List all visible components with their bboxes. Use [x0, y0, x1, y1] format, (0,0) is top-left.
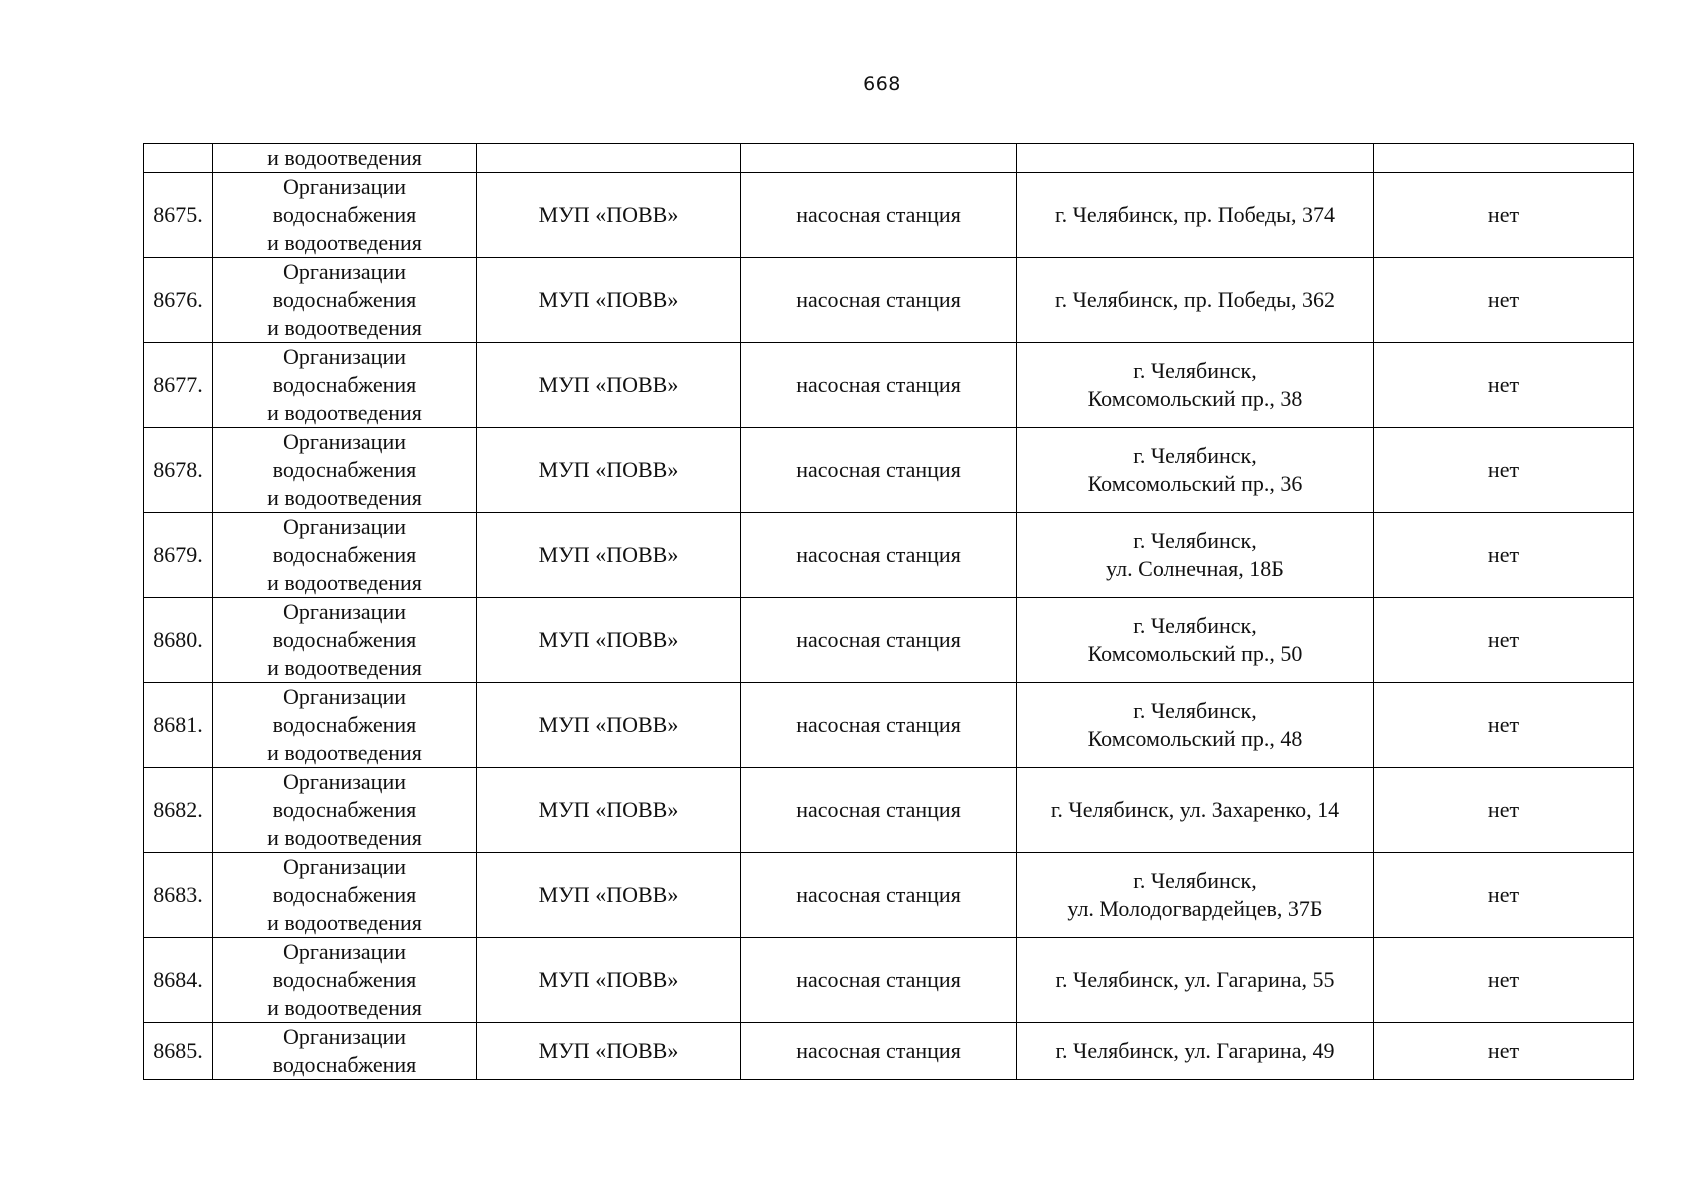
- cell-address: [1017, 853, 1374, 938]
- table-row: [144, 768, 1634, 853]
- org-type-line: водоснабжения: [272, 627, 417, 652]
- org-name: МУП «ПОВВ»: [538, 712, 679, 737]
- cell-object: [741, 144, 1017, 173]
- address-line: г. Челябинск, пр. Победы, 362: [1055, 287, 1335, 312]
- flag-value: нет: [1487, 882, 1520, 907]
- cell-org-type: [213, 683, 477, 768]
- org-name: МУП «ПОВВ»: [538, 287, 679, 312]
- table-row: [144, 1023, 1634, 1080]
- org-type-line: Организации: [283, 854, 406, 879]
- org-name: МУП «ПОВВ»: [538, 882, 679, 907]
- table-row: [144, 343, 1634, 428]
- row-number: 8681.: [153, 712, 203, 737]
- address-line: г. Челябинск,: [1133, 613, 1257, 638]
- flag-value: нет: [1487, 457, 1520, 482]
- cell-object: [741, 683, 1017, 768]
- table-row: [144, 853, 1634, 938]
- org-type-line: и водоотведения: [267, 910, 422, 935]
- object-type: насосная станция: [796, 797, 961, 822]
- cell-org-type: [213, 144, 477, 173]
- cell-object: [741, 258, 1017, 343]
- flag-value: нет: [1487, 967, 1520, 992]
- cell-object: [741, 768, 1017, 853]
- cell-number: [144, 513, 213, 598]
- flag-value: нет: [1487, 372, 1520, 397]
- table-row: [144, 683, 1634, 768]
- flag-value: нет: [1487, 287, 1520, 312]
- cell-flag: [1374, 683, 1634, 768]
- cell-number: [144, 428, 213, 513]
- org-type-line: водоснабжения: [272, 797, 417, 822]
- object-type: насосная станция: [796, 1038, 961, 1063]
- row-number: 8677.: [153, 372, 203, 397]
- address-line: г. Челябинск, ул. Захаренко, 14: [1050, 797, 1340, 822]
- cell-number: [144, 938, 213, 1023]
- row-number: 8679.: [153, 542, 203, 567]
- object-type: насосная станция: [796, 542, 961, 567]
- org-type-line: Организации: [283, 769, 406, 794]
- table-row: [144, 938, 1634, 1023]
- cell-org-name: [477, 428, 741, 513]
- cell-number: [144, 683, 213, 768]
- address-line: ул. Солнечная, 18Б: [1106, 556, 1284, 581]
- table-row: [144, 173, 1634, 258]
- cell-address: [1017, 428, 1374, 513]
- address-line: Комсомольский пр., 48: [1087, 726, 1303, 751]
- cell-flag: [1374, 598, 1634, 683]
- cell-flag: [1374, 428, 1634, 513]
- address-line: Комсомольский пр., 50: [1087, 641, 1303, 666]
- org-type-line: и водоотведения: [267, 995, 422, 1020]
- cell-object: [741, 173, 1017, 258]
- cell-address: [1017, 598, 1374, 683]
- org-type-line: водоснабжения: [272, 457, 417, 482]
- address-line: ул. Молодогвардейцев, 37Б: [1067, 896, 1323, 921]
- row-number: 8684.: [153, 967, 203, 992]
- cell-address: [1017, 173, 1374, 258]
- org-type-line: Организации: [283, 344, 406, 369]
- org-type-line: водоснабжения: [272, 287, 417, 312]
- org-type-line: Организации: [283, 514, 406, 539]
- org-type-line: водоснабжения: [272, 712, 417, 737]
- org-type-line: водоснабжения: [272, 202, 417, 227]
- cell-object: [741, 513, 1017, 598]
- cell-org-name: [477, 1023, 741, 1080]
- org-type-line: Организации: [283, 1024, 406, 1049]
- cell-address: [1017, 683, 1374, 768]
- object-type: насосная станция: [796, 967, 961, 992]
- cell-flag: [1374, 938, 1634, 1023]
- cell-number: [144, 853, 213, 938]
- row-number: 8683.: [153, 882, 203, 907]
- cell-org-type: [213, 1023, 477, 1080]
- address-line: г. Челябинск,: [1133, 528, 1257, 553]
- cell-org-name: [477, 258, 741, 343]
- cell-org-name: [477, 683, 741, 768]
- org-type-line: Организации: [283, 939, 406, 964]
- org-type-line: и водоотведения: [267, 315, 422, 340]
- cell-address: [1017, 768, 1374, 853]
- table-row: [144, 258, 1634, 343]
- cell-flag: [1374, 768, 1634, 853]
- row-number: 8675.: [153, 202, 203, 227]
- org-name: МУП «ПОВВ»: [538, 967, 679, 992]
- org-type-line: Организации: [283, 599, 406, 624]
- org-name: МУП «ПОВВ»: [538, 372, 679, 397]
- org-type-line: и водоотведения: [267, 485, 422, 510]
- cell-org-name: [477, 768, 741, 853]
- flag-value: нет: [1487, 542, 1520, 567]
- org-type-line: Организации: [283, 174, 406, 199]
- cell-object: [741, 428, 1017, 513]
- org-type-line: Организации: [283, 259, 406, 284]
- cell-org-type: [213, 513, 477, 598]
- org-type-line: Организации: [283, 429, 406, 454]
- object-type: насосная станция: [796, 287, 961, 312]
- cell-address: [1017, 938, 1374, 1023]
- address-line: г. Челябинск,: [1133, 698, 1257, 723]
- cell-org-name: [477, 144, 741, 173]
- cell-org-type: [213, 428, 477, 513]
- cell-flag: [1374, 853, 1634, 938]
- cell-address: [1017, 258, 1374, 343]
- org-name: МУП «ПОВВ»: [538, 797, 679, 822]
- cell-number: [144, 258, 213, 343]
- cell-number: [144, 598, 213, 683]
- cell-address: [1017, 513, 1374, 598]
- address-line: г. Челябинск,: [1133, 358, 1257, 383]
- address-line: Комсомольский пр., 38: [1087, 386, 1303, 411]
- table-row: [144, 513, 1634, 598]
- cell-flag: [1374, 258, 1634, 343]
- cell-org-type: [213, 173, 477, 258]
- org-type-line: водоснабжения: [272, 542, 417, 567]
- cell-org-name: [477, 513, 741, 598]
- object-type: насосная станция: [796, 882, 961, 907]
- row-number: 8678.: [153, 457, 203, 482]
- org-type-line: и водоотведения: [267, 740, 422, 765]
- object-type: насосная станция: [796, 202, 961, 227]
- cell-object: [741, 598, 1017, 683]
- object-type: насосная станция: [796, 712, 961, 737]
- cell-flag: [1374, 343, 1634, 428]
- org-type-line: водоснабжения: [272, 967, 417, 992]
- address-line: г. Челябинск,: [1133, 443, 1257, 468]
- flag-value: нет: [1487, 1038, 1520, 1063]
- org-type-tail: и водоотведения: [267, 145, 422, 170]
- cell-number: [144, 768, 213, 853]
- row-number: 8685.: [153, 1038, 203, 1063]
- cell-org-type: [213, 768, 477, 853]
- cell-object: [741, 343, 1017, 428]
- page-number: 668: [863, 73, 901, 95]
- cell-object: [741, 853, 1017, 938]
- org-name: МУП «ПОВВ»: [538, 627, 679, 652]
- table-row: [144, 428, 1634, 513]
- object-type: насосная станция: [796, 372, 961, 397]
- org-name: МУП «ПОВВ»: [538, 457, 679, 482]
- object-type: насосная станция: [796, 627, 961, 652]
- address-line: г. Челябинск, ул. Гагарина, 49: [1055, 1038, 1335, 1063]
- cell-number: [144, 144, 213, 173]
- row-number: 8676.: [153, 287, 203, 312]
- table-row: [144, 598, 1634, 683]
- continuation-row: [144, 144, 1634, 173]
- org-name: МУП «ПОВВ»: [538, 1038, 679, 1063]
- flag-value: нет: [1487, 627, 1520, 652]
- object-type: насосная станция: [796, 457, 961, 482]
- address-line: г. Челябинск, пр. Победы, 374: [1055, 202, 1335, 227]
- row-number: 8682.: [153, 797, 203, 822]
- cell-org-type: [213, 938, 477, 1023]
- cell-number: [144, 1023, 213, 1080]
- cell-number: [144, 343, 213, 428]
- org-name: МУП «ПОВВ»: [538, 542, 679, 567]
- cell-org-type: [213, 853, 477, 938]
- cell-address: [1017, 1023, 1374, 1080]
- org-name: МУП «ПОВВ»: [538, 202, 679, 227]
- flag-value: нет: [1487, 797, 1520, 822]
- flag-value: нет: [1487, 202, 1520, 227]
- org-type-line: водоснабжения: [272, 882, 417, 907]
- address-line: г. Челябинск, ул. Гагарина, 55: [1055, 967, 1335, 992]
- cell-address: [1017, 144, 1374, 173]
- org-type-line: и водоотведения: [267, 825, 422, 850]
- cell-org-type: [213, 598, 477, 683]
- cell-flag: [1374, 1023, 1634, 1080]
- registry-table: [143, 143, 1634, 1080]
- cell-flag: [1374, 513, 1634, 598]
- cell-org-type: [213, 258, 477, 343]
- cell-org-type: [213, 343, 477, 428]
- cell-org-name: [477, 173, 741, 258]
- row-number: 8680.: [153, 627, 203, 652]
- org-type-line: и водоотведения: [267, 230, 422, 255]
- cell-org-name: [477, 853, 741, 938]
- flag-value: нет: [1487, 712, 1520, 737]
- cell-org-name: [477, 343, 741, 428]
- org-type-line: Организации: [283, 684, 406, 709]
- cell-object: [741, 938, 1017, 1023]
- address-line: г. Челябинск,: [1133, 868, 1257, 893]
- registry-table-body: [144, 144, 1634, 1080]
- cell-org-name: [477, 598, 741, 683]
- cell-number: [144, 173, 213, 258]
- org-type-line: и водоотведения: [267, 655, 422, 680]
- org-type-line: водоснабжения: [272, 1052, 417, 1077]
- cell-flag: [1374, 144, 1634, 173]
- cell-org-name: [477, 938, 741, 1023]
- cell-address: [1017, 343, 1374, 428]
- org-type-line: и водоотведения: [267, 570, 422, 595]
- org-type-line: водоснабжения: [272, 372, 417, 397]
- cell-object: [741, 1023, 1017, 1080]
- cell-flag: [1374, 173, 1634, 258]
- address-line: Комсомольский пр., 36: [1087, 471, 1303, 496]
- org-type-line: и водоотведения: [267, 400, 422, 425]
